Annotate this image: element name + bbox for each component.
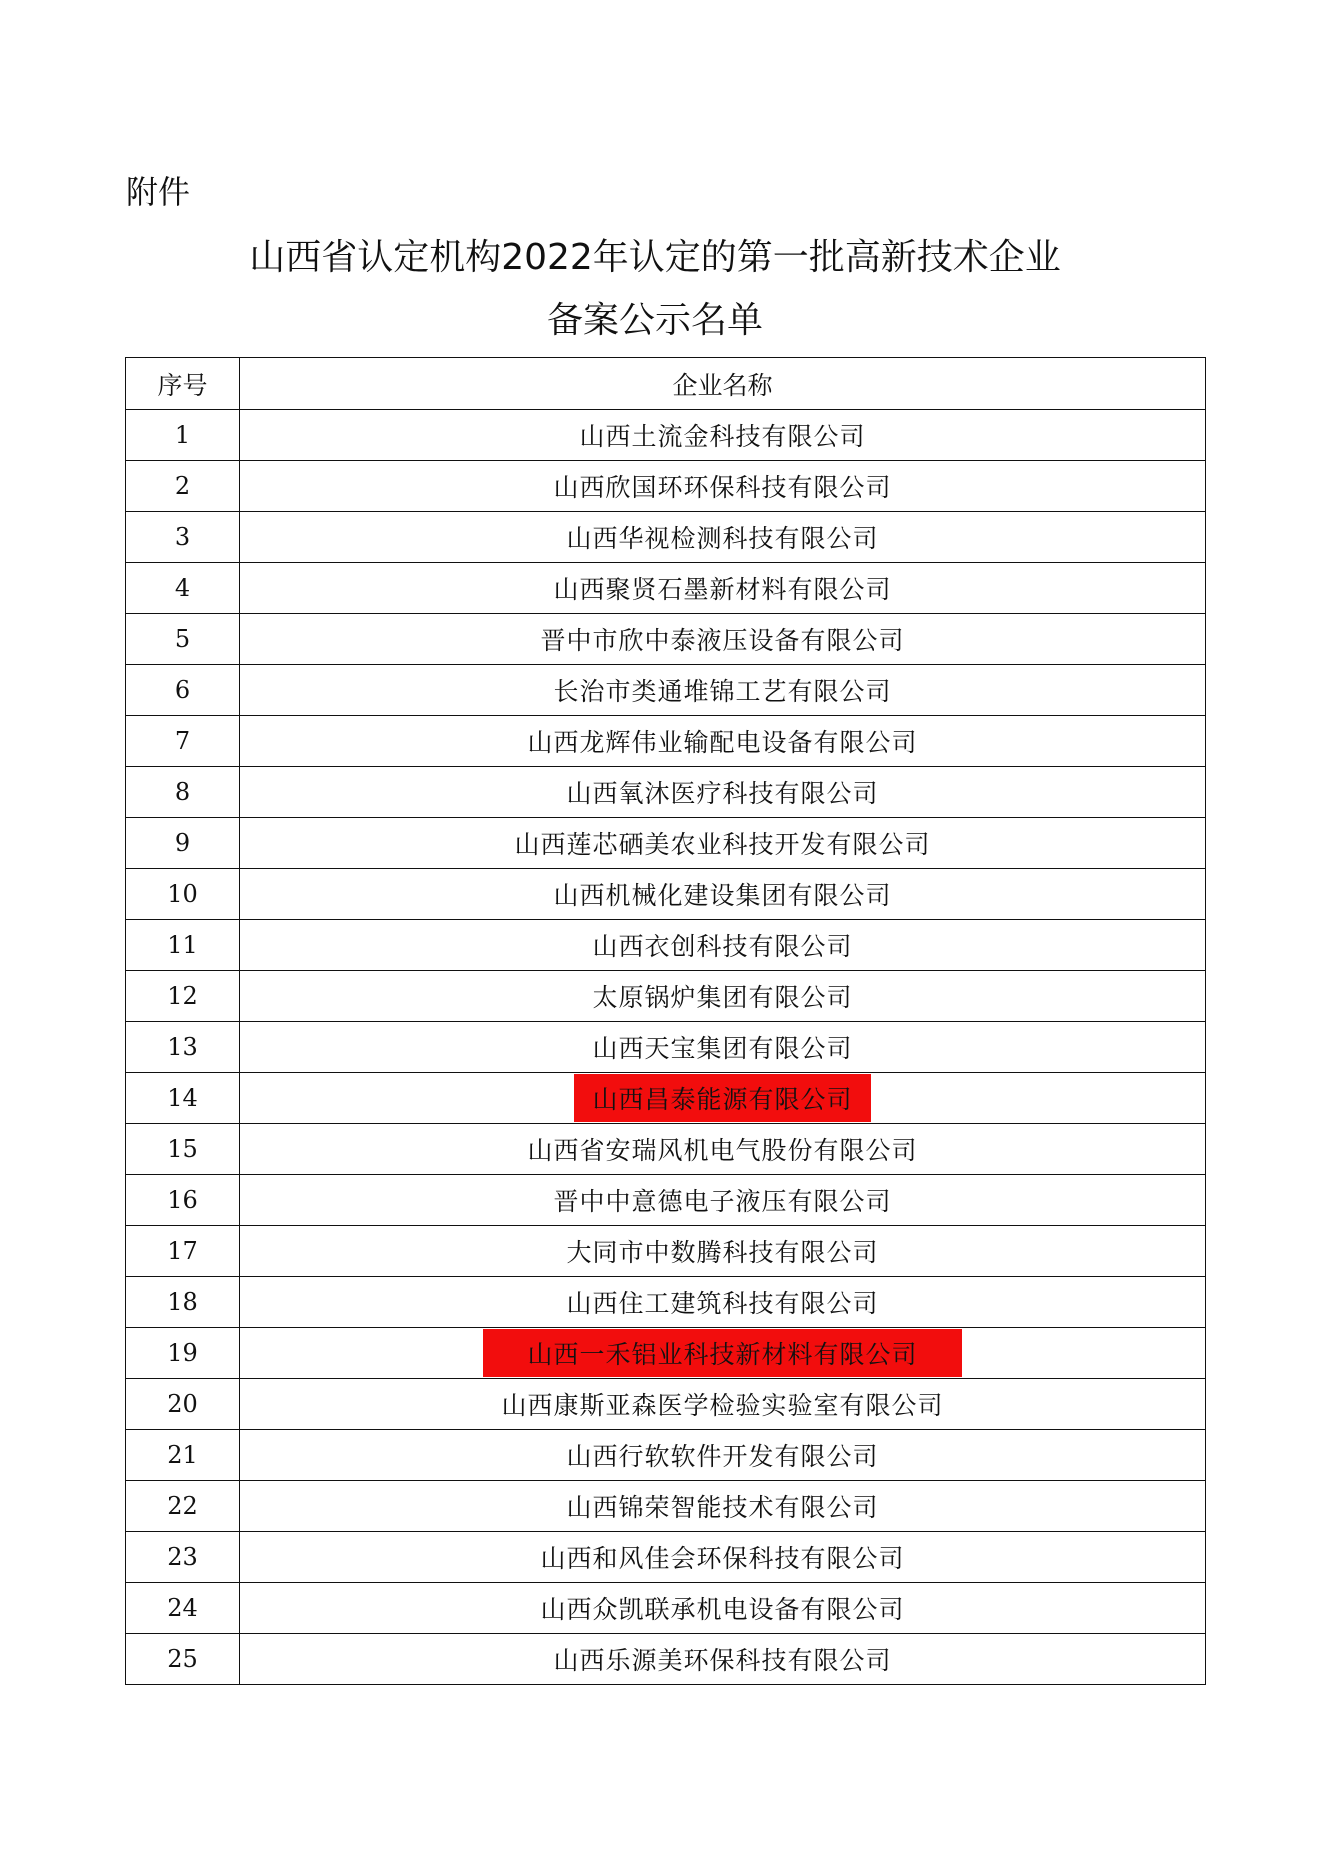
row-enterprise-name-cell — [240, 818, 1206, 869]
row-enterprise-name-cell — [240, 512, 1206, 563]
attachment-label: 附件 — [126, 173, 191, 211]
row-enterprise-name-cell — [240, 665, 1206, 716]
table-row — [126, 1124, 1206, 1175]
table-body — [126, 410, 1206, 1685]
table-row — [126, 1481, 1206, 1532]
row-serial-number: 4 — [126, 563, 240, 614]
table-row — [126, 1226, 1206, 1277]
enterprise-name: 大同市中数腾科技有限公司 — [566, 1238, 879, 1267]
row-serial-number: 1 — [126, 410, 240, 461]
header-serial-number: 序号 — [126, 358, 240, 410]
table-row — [126, 869, 1206, 920]
enterprise-name: 山西华视检测科技有限公司 — [566, 524, 879, 553]
table-row — [126, 1532, 1206, 1583]
row-enterprise-name-cell — [240, 1226, 1206, 1277]
enterprise-name: 山西众凯联承机电设备有限公司 — [540, 1595, 905, 1624]
row-enterprise-name-cell — [240, 716, 1206, 767]
row-serial-number: 19 — [126, 1328, 240, 1379]
table-row — [126, 971, 1206, 1022]
table-row — [126, 1379, 1206, 1430]
table-row — [126, 1022, 1206, 1073]
enterprise-name: 山西和风佳会环保科技有限公司 — [540, 1544, 905, 1573]
row-serial-number: 9 — [126, 818, 240, 869]
enterprise-name: 山西莲芯硒美农业科技开发有限公司 — [514, 830, 931, 859]
row-enterprise-name-cell — [240, 1175, 1206, 1226]
row-serial-number: 25 — [126, 1634, 240, 1685]
row-enterprise-name-cell — [240, 1430, 1206, 1481]
table-row — [126, 1430, 1206, 1481]
table-row — [126, 665, 1206, 716]
row-enterprise-name-cell — [240, 461, 1206, 512]
row-serial-number: 24 — [126, 1583, 240, 1634]
enterprise-name: 山西康斯亚森医学检验实验室有限公司 — [501, 1391, 944, 1420]
row-serial-number: 15 — [126, 1124, 240, 1175]
enterprise-name: 山西机械化建设集团有限公司 — [553, 881, 892, 910]
row-serial-number: 7 — [126, 716, 240, 767]
table-row — [126, 1175, 1206, 1226]
enterprise-name: 山西氧沐医疗科技有限公司 — [566, 779, 879, 808]
table-row — [126, 1328, 1206, 1379]
row-serial-number: 14 — [126, 1073, 240, 1124]
row-enterprise-name-cell — [240, 767, 1206, 818]
row-enterprise-name-cell — [240, 1277, 1206, 1328]
enterprise-name: 晋中市欣中泰液压设备有限公司 — [540, 626, 905, 655]
row-enterprise-name-cell — [240, 920, 1206, 971]
header-enterprise-name: 企业名称 — [240, 358, 1206, 410]
table-row — [126, 1073, 1206, 1124]
table-header-row — [126, 358, 1206, 410]
table-row — [126, 1583, 1206, 1634]
row-enterprise-name-cell — [240, 1328, 1206, 1379]
enterprise-name: 山西省安瑞风机电气股份有限公司 — [527, 1136, 918, 1165]
row-enterprise-name-cell — [240, 563, 1206, 614]
enterprise-name: 山西衣创科技有限公司 — [592, 932, 853, 961]
row-enterprise-name-cell — [240, 1379, 1206, 1430]
enterprise-name: 晋中中意德电子液压有限公司 — [553, 1187, 892, 1216]
row-enterprise-name-cell — [240, 1073, 1206, 1124]
row-serial-number: 23 — [126, 1532, 240, 1583]
table-row — [126, 818, 1206, 869]
row-enterprise-name-cell — [240, 410, 1206, 461]
enterprise-name: 山西乐源美环保科技有限公司 — [553, 1646, 892, 1675]
enterprise-name: 山西行软软件开发有限公司 — [566, 1442, 879, 1471]
row-serial-number: 6 — [126, 665, 240, 716]
row-serial-number: 16 — [126, 1175, 240, 1226]
enterprise-name: 长治市类通堆锦工艺有限公司 — [553, 677, 892, 706]
row-serial-number: 11 — [126, 920, 240, 971]
row-serial-number: 2 — [126, 461, 240, 512]
row-enterprise-name-cell — [240, 1481, 1206, 1532]
row-enterprise-name-cell — [240, 1634, 1206, 1685]
row-serial-number: 5 — [126, 614, 240, 665]
table-row — [126, 1277, 1206, 1328]
document-subtitle: 备案公示名单 — [546, 300, 763, 341]
enterprise-name: 山西龙辉伟业输配电设备有限公司 — [527, 728, 918, 757]
row-enterprise-name-cell — [240, 614, 1206, 665]
row-serial-number: 3 — [126, 512, 240, 563]
table-row — [126, 1634, 1206, 1685]
row-enterprise-name-cell — [240, 1022, 1206, 1073]
row-enterprise-name-cell — [240, 971, 1206, 1022]
enterprise-name: 山西聚贤石墨新材料有限公司 — [553, 575, 892, 604]
highlighted-enterprise-name: 山西昌泰能源有限公司 — [574, 1074, 870, 1122]
row-serial-number: 18 — [126, 1277, 240, 1328]
row-enterprise-name-cell — [240, 1124, 1206, 1175]
table-row — [126, 512, 1206, 563]
row-enterprise-name-cell — [240, 1583, 1206, 1634]
table-row — [126, 920, 1206, 971]
row-serial-number: 12 — [126, 971, 240, 1022]
row-serial-number: 22 — [126, 1481, 240, 1532]
enterprise-name: 山西土流金科技有限公司 — [579, 422, 866, 451]
table-row — [126, 716, 1206, 767]
table-row — [126, 461, 1206, 512]
row-serial-number: 10 — [126, 869, 240, 920]
row-enterprise-name-cell — [240, 1532, 1206, 1583]
row-serial-number: 20 — [126, 1379, 240, 1430]
highlighted-enterprise-name: 山西一禾铝业科技新材料有限公司 — [483, 1329, 961, 1377]
row-serial-number: 8 — [126, 767, 240, 818]
table-row — [126, 563, 1206, 614]
enterprise-name: 山西天宝集团有限公司 — [592, 1034, 853, 1063]
row-enterprise-name-cell — [240, 869, 1206, 920]
row-serial-number: 13 — [126, 1022, 240, 1073]
row-serial-number: 21 — [126, 1430, 240, 1481]
table-row — [126, 614, 1206, 665]
table-row — [126, 767, 1206, 818]
enterprise-name: 山西欣国环环保科技有限公司 — [553, 473, 892, 502]
enterprise-name: 太原锅炉集团有限公司 — [592, 983, 853, 1012]
enterprise-table — [125, 357, 1206, 1685]
document-title: 山西省认定机构2022年认定的第一批高新技术企业 — [249, 237, 1061, 278]
enterprise-name: 山西住工建筑科技有限公司 — [566, 1289, 879, 1318]
row-serial-number: 17 — [126, 1226, 240, 1277]
enterprise-name: 山西锦荣智能技术有限公司 — [566, 1493, 879, 1522]
table-row — [126, 410, 1206, 461]
